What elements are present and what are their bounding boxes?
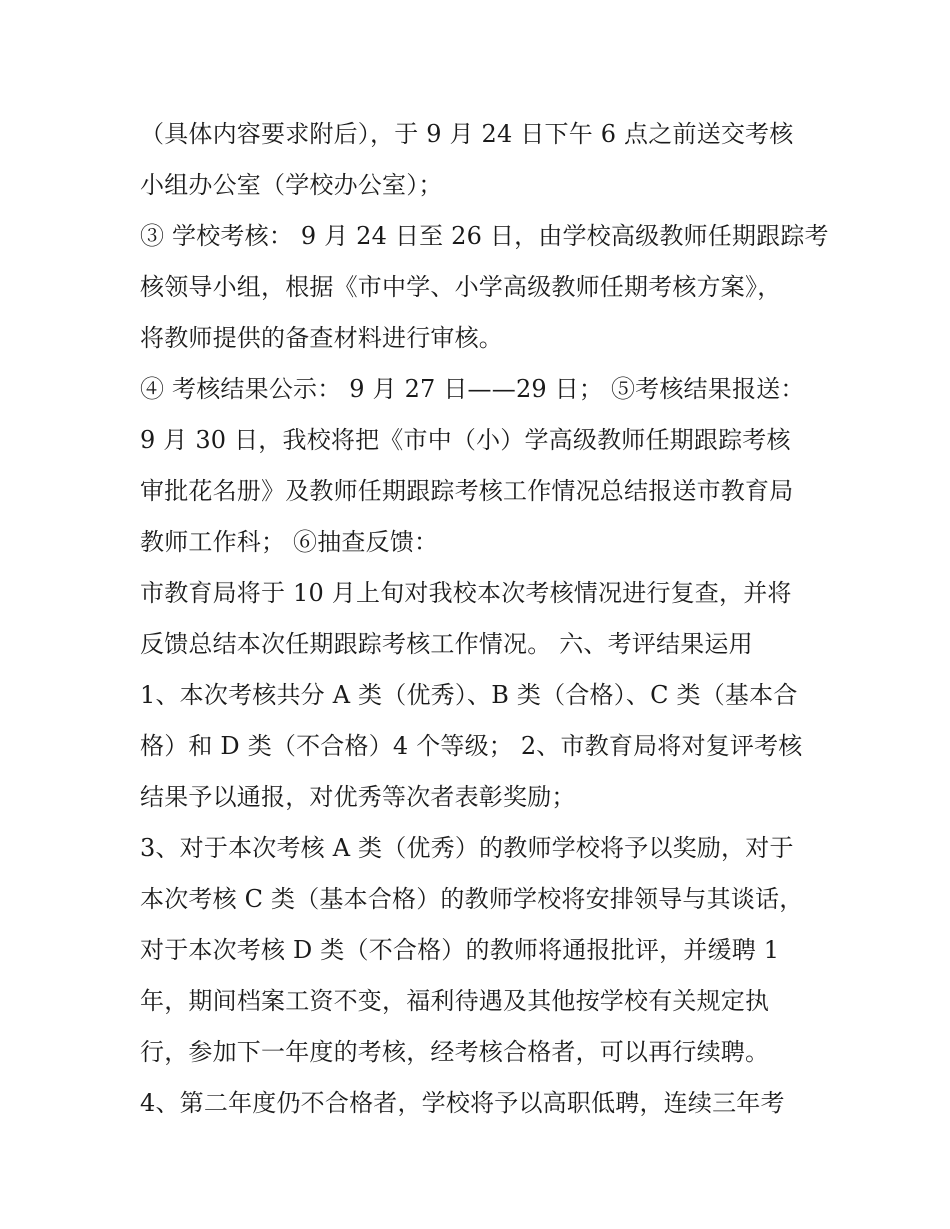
text-line: 3、对于本次考核 A 类（优秀）的教师学校将予以奖励，对于 [140, 834, 794, 862]
text-line: 4、第二年度仍不合格者，学校将予以高职低聘，连续三年考 [140, 1089, 785, 1117]
text-line: 将教师提供的备查材料进行审核。 [140, 324, 503, 352]
text-line: 1、本次考核共分 A 类（优秀）、B 类（合格）、C 类（基本合 [140, 681, 798, 709]
text-line: 9 月 30 日，我校将把《市中（小）学高级教师任期跟踪考核 [140, 426, 791, 454]
text-line: 核领导小组，根据《市中学、小学高级教师任期考核方案》， [140, 273, 782, 301]
text-line: 行，参加下一年度的考核，经考核合格者，可以再行续聘。 [140, 1038, 770, 1066]
text-line: 本次考核 C 类（基本合格）的教师学校将安排领导与其谈话， [140, 885, 804, 913]
text-line: 审批花名册》及教师任期跟踪考核工作情况总结报送市教育局 [140, 477, 794, 505]
text-line: 结果予以通报，对优秀等次者表彰奖励； [140, 783, 576, 811]
document-body [140, 109, 830, 1129]
text-line: ④ 考核结果公示： 9 月 27 日——29 日； ⑤考核结果报送： [140, 375, 805, 403]
text-line: 年，期间档案工资不变，福利待遇及其他按学校有关规定执 [140, 987, 770, 1015]
text-line: 格）和 D 类（不合格）4 个等级； 2、市教育局将对复评考核 [140, 732, 803, 760]
text-line: （具体内容要求附后），于 9 月 24 日下午 6 点之前送交考核 [140, 120, 794, 148]
text-line: 教师工作科； ⑥抽查反馈： [140, 528, 439, 556]
text-line: 对于本次考核 D 类（不合格）的教师将通报批评，并缓聘 1 [140, 936, 780, 964]
text-line: 小组办公室（学校办公室）； [140, 171, 443, 199]
text-line: ③ 学校考核： 9 月 24 日至 26 日，由学校高级教师任期跟踪考 [140, 222, 829, 250]
text-line: 反馈总结本次任期跟踪考核工作情况。 六、考评结果运用 [140, 630, 753, 658]
text-line: 市教育局将于 10 月上旬对我校本次考核情况进行复查，并将 [140, 579, 792, 607]
